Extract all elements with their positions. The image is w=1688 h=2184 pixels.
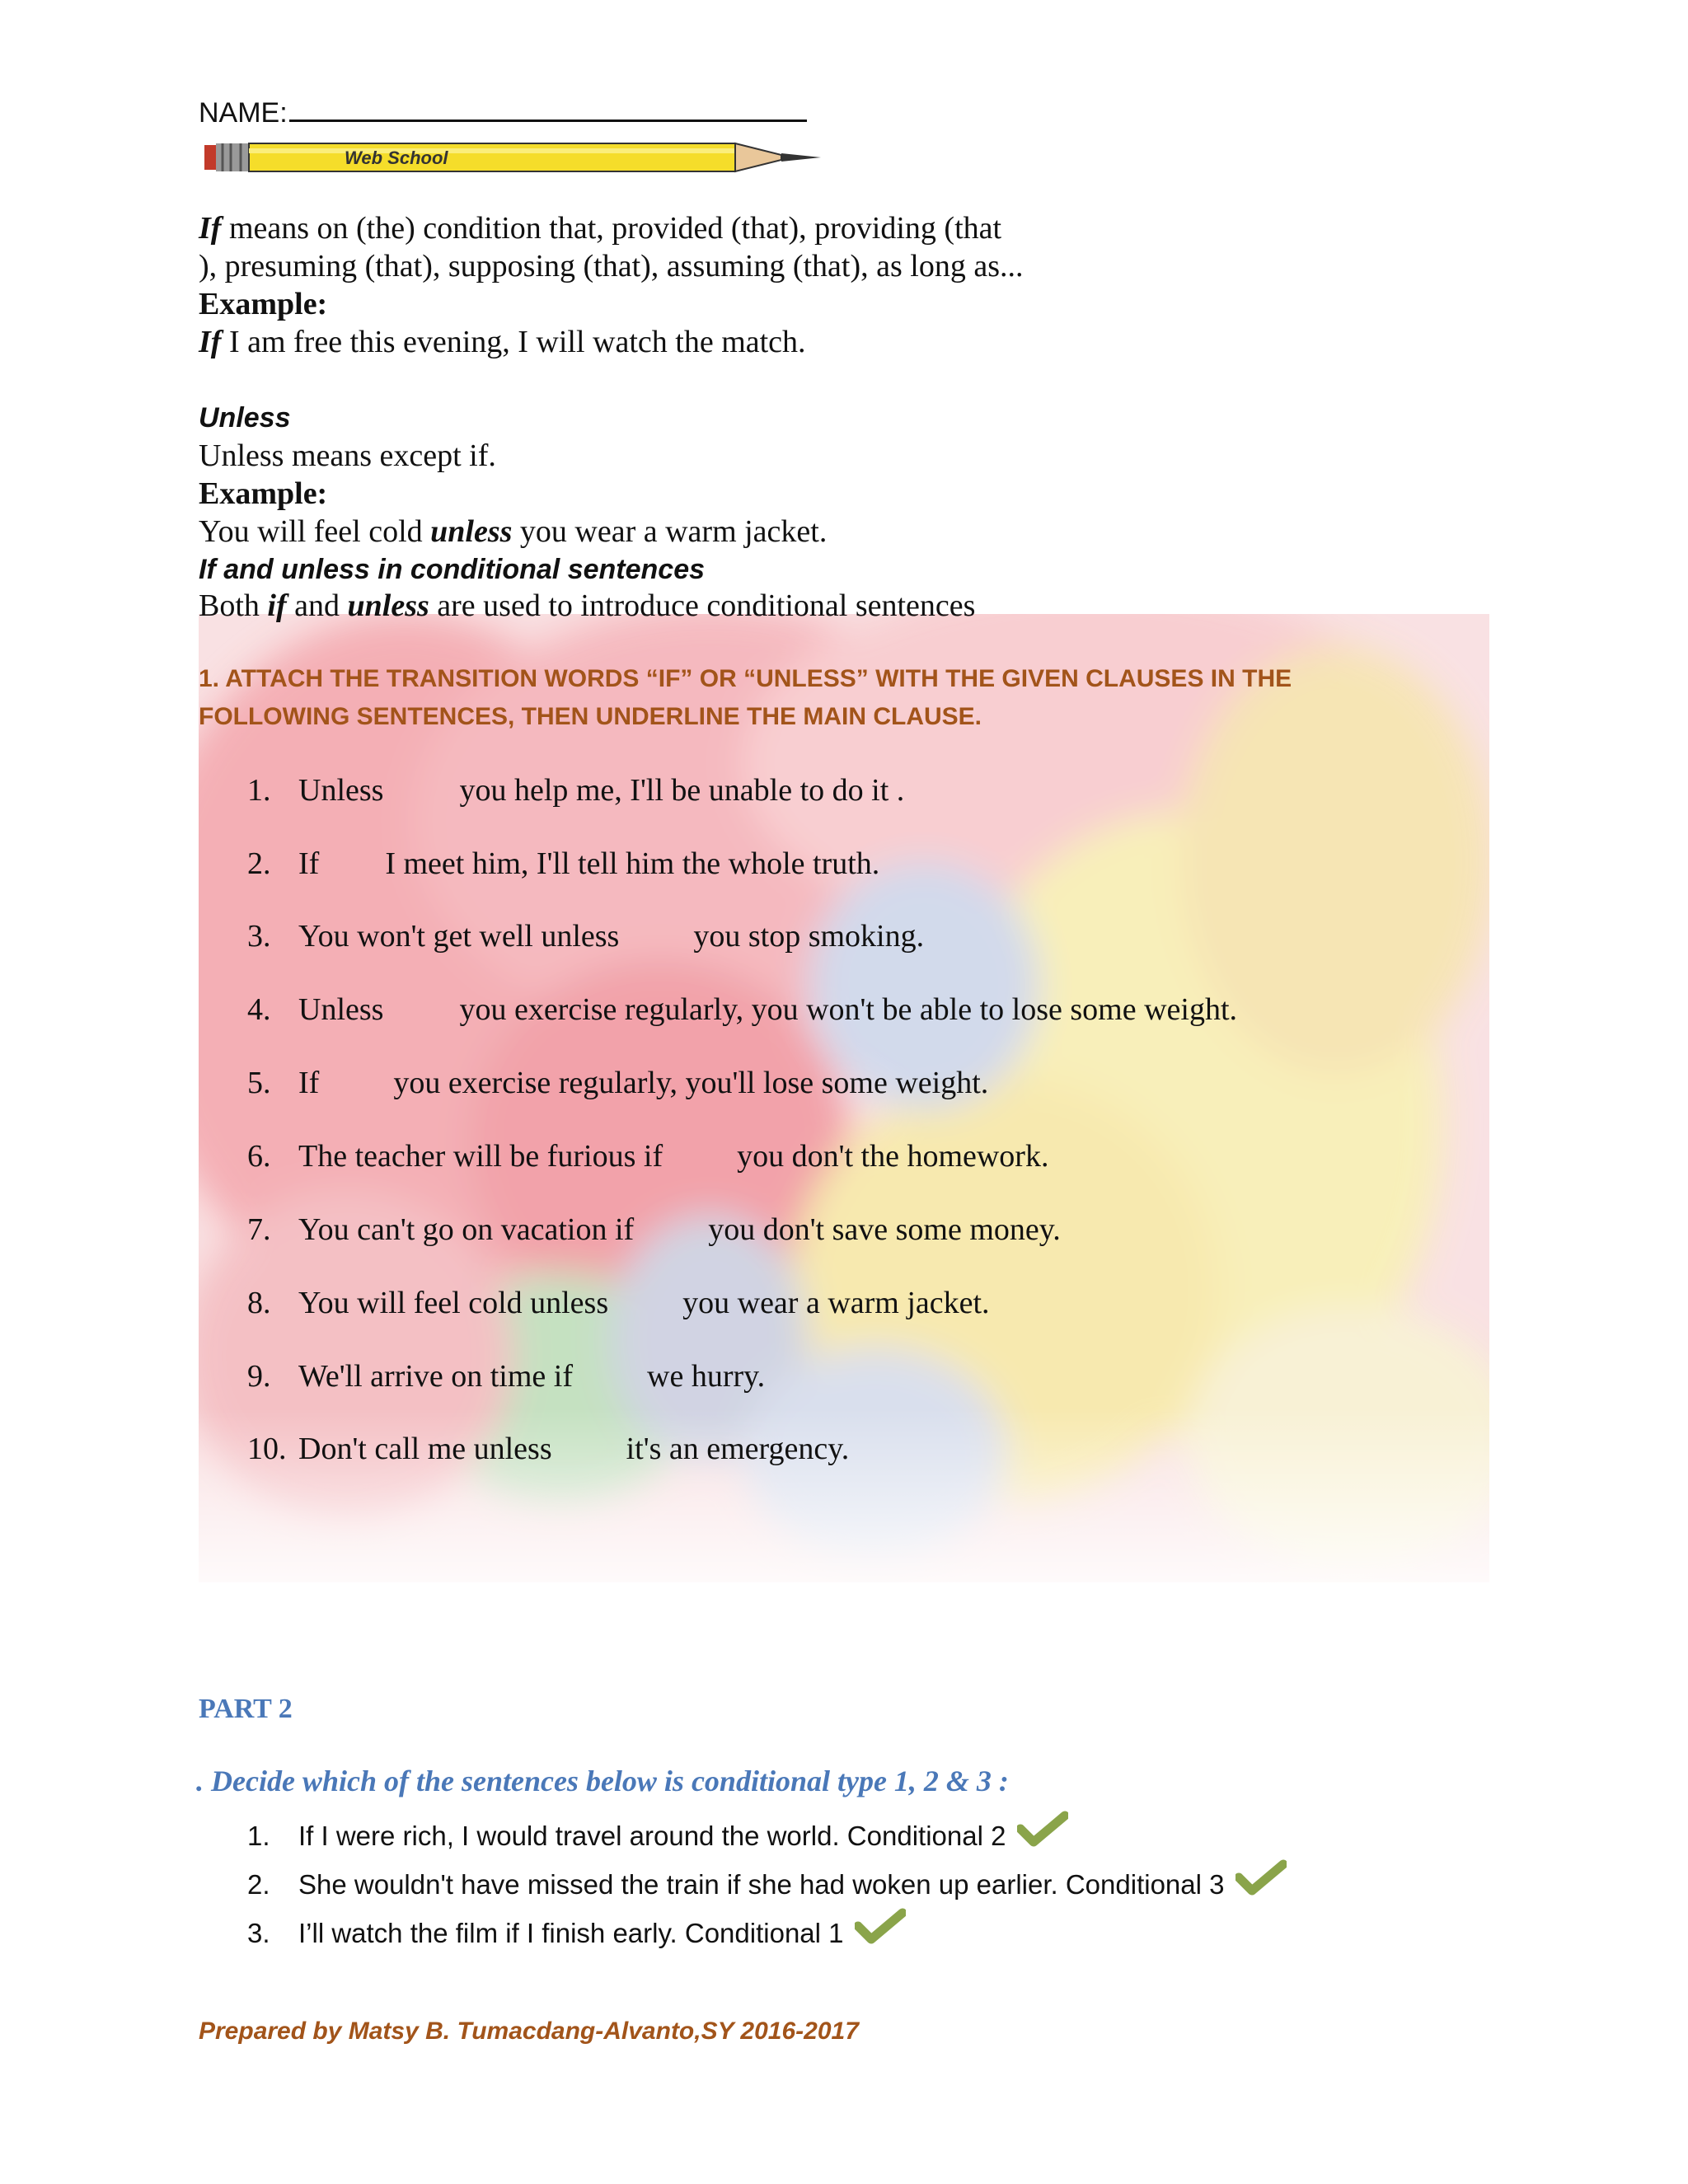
unless-heading: Unless [199,402,291,434]
list-item: 10. Don't call me unless it's an emergency. [247,1432,850,1466]
list-item: 3. I’ll watch the film if I finish early. Conditional 1 [247,1908,906,1952]
list-item: 1. Unless you help me, I'll be unable to do it . [247,773,905,808]
list-item: 8. You will feel cold unless you wear a warm jacket. [247,1286,990,1320]
example-label: Example: [199,287,328,321]
list-item: 2. She wouldn't have missed the train if she had woken up earlier. Conditional 3 [247,1859,1287,1904]
example-label: Example: [199,476,328,511]
both-line: Both if and unless are used to introduce conditional sentences [199,588,976,623]
part1-instruction-line-2: FOLLOWING SENTENCES, THEN UNDERLINE THE MAIN CLAUSE. [199,703,982,730]
if-definition-line-2: ), presuming (that), supposing (that), assuming (that), as long as... [199,249,1024,284]
checkmark-icon [1017,1811,1068,1855]
prepared-by-footer: Prepared by Matsy B. Tumacdang-Alvanto,SY 2016-2017 [199,2018,859,2045]
checkmark-icon [1236,1859,1287,1904]
name-field [199,97,807,129]
list-item: 2. If I meet him, I'll tell him the whole truth. [247,846,880,881]
list-item: 9. We'll arrive on time if we hurry. [247,1359,766,1394]
pencil-logo [204,140,821,175]
unless-example: You will feel cold unless you wear a warm jacket. [199,514,828,549]
part2-title: PART 2 [199,1694,293,1724]
pencil-text: Web School [345,148,448,168]
name-label: NAME: [199,97,288,129]
list-item: 3. You won't get well unless you stop smoking. [247,919,925,954]
part2-instruction: . Decide which of the sentences below is conditional type 1, 2 & 3 : [196,1765,1009,1797]
list-item: 5. If you exercise regularly, you'll lose some weight. [247,1066,989,1100]
list-item: 6. The teacher will be furious if you don't the homework. [247,1139,1049,1174]
checkmark-icon [855,1908,906,1952]
if-definition-line-1: If means on (the) condition that, provided (that), providing (that [199,211,1002,246]
list-item: 4. Unless you exercise regularly, you won't be able to lose some weight. [247,992,1238,1027]
part1-instruction-line-1: 1. ATTACH THE TRANSITION WORDS “IF” OR “UNLESS” WITH THE GIVEN CLAUSES IN THE [199,665,1292,692]
list-item: 7. You can't go on vacation if you don't save some money. [247,1212,1061,1247]
if-example: If I am free this evening, I will watch the match. [199,325,806,359]
conditional-heading: If and unless in conditional sentences [199,554,706,585]
unless-definition: Unless means except if. [199,438,496,473]
name-blank-line[interactable] [289,98,807,122]
list-item: 1. If I were rich, I would travel around the world. Conditional 2 [247,1811,1068,1855]
